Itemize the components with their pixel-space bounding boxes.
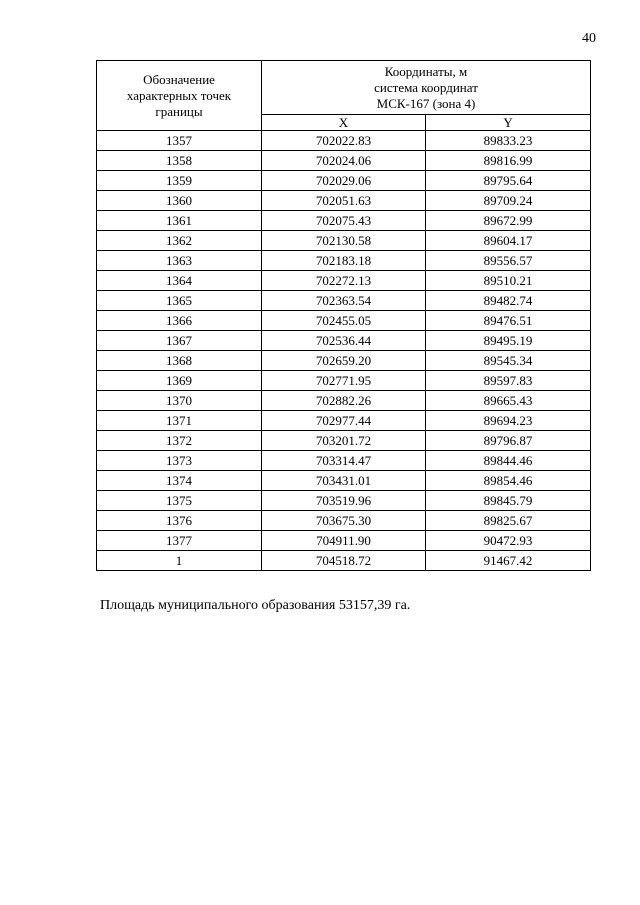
y-coordinate-cell: 89796.87 [426,431,591,451]
y-coordinate-cell: 89604.17 [426,231,591,251]
point-id-cell: 1375 [97,491,262,511]
y-coordinate-cell: 89495.19 [426,331,591,351]
area-note: Площадь муниципального образования 53157,39 га. [100,598,411,613]
page-number: 40 [582,31,596,46]
table-row [97,531,591,551]
coords-header-line: система координат [374,79,478,95]
coordinates-table [96,60,591,571]
coordinates-column-header [262,61,591,115]
table-row [97,151,591,171]
y-coordinate-cell: 89694.23 [426,411,591,431]
table-row [97,311,591,331]
point-id-cell: 1367 [97,331,262,351]
y-coordinate-cell: 89816.99 [426,151,591,171]
x-coordinate-cell: 702183.18 [262,251,426,271]
y-coordinate-cell: 89844.46 [426,451,591,471]
table-row [97,391,591,411]
x-coordinate-cell: 704911.90 [262,531,426,551]
y-coordinate-cell: 89597.83 [426,371,591,391]
x-column-header: X [262,115,426,131]
point-id-cell: 1357 [97,131,262,151]
y-coordinate-cell: 89665.43 [426,391,591,411]
point-id-cell: 1361 [97,211,262,231]
x-coordinate-cell: 702536.44 [262,331,426,351]
point-id-cell: 1373 [97,451,262,471]
table-row [97,411,591,431]
point-id-cell: 1366 [97,311,262,331]
x-coordinate-cell: 703675.30 [262,511,426,531]
x-coordinate-cell: 702029.06 [262,171,426,191]
y-coordinate-cell: 89854.46 [426,471,591,491]
x-coordinate-cell: 702771.95 [262,371,426,391]
y-coordinate-cell: 89482.74 [426,291,591,311]
x-coordinate-cell: 702075.43 [262,211,426,231]
x-coordinate-cell: 702051.63 [262,191,426,211]
table-row [97,251,591,271]
points-header-line: Обозначение [143,71,215,87]
point-id-cell: 1360 [97,191,262,211]
table-row [97,211,591,231]
y-coordinate-cell: 89556.57 [426,251,591,271]
table-row [97,191,591,211]
x-coordinate-cell: 702272.13 [262,271,426,291]
table-row [97,511,591,531]
table-row [97,131,591,151]
x-coordinate-cell: 702130.58 [262,231,426,251]
point-id-cell: 1359 [97,171,262,191]
table-row [97,171,591,191]
x-coordinate-cell: 704518.72 [262,551,426,571]
point-id-cell: 1362 [97,231,262,251]
point-id-cell: 1365 [97,291,262,311]
point-id-cell: 1 [97,551,262,571]
point-id-cell: 1358 [97,151,262,171]
x-coordinate-cell: 702977.44 [262,411,426,431]
x-coordinate-cell: 703519.96 [262,491,426,511]
y-coordinate-cell: 89709.24 [426,191,591,211]
table-row [97,551,591,571]
y-coordinate-cell: 89795.64 [426,171,591,191]
x-coordinate-cell: 702659.20 [262,351,426,371]
x-coordinate-cell: 703314.47 [262,451,426,471]
x-coordinate-cell: 703431.01 [262,471,426,491]
point-id-cell: 1376 [97,511,262,531]
y-coordinate-cell: 89510.21 [426,271,591,291]
table-row [97,491,591,511]
points-column-header [97,61,262,131]
y-coordinate-cell: 89476.51 [426,311,591,331]
x-coordinate-cell: 702882.26 [262,391,426,411]
table-body [97,131,591,571]
points-header-line: характерных точек [126,87,232,103]
y-coordinate-cell: 89833.23 [426,131,591,151]
x-coordinate-cell: 703201.72 [262,431,426,451]
table-row [97,471,591,491]
point-id-cell: 1374 [97,471,262,491]
y-coordinate-cell: 90472.93 [426,531,591,551]
x-coordinate-cell: 702024.06 [262,151,426,171]
point-id-cell: 1363 [97,251,262,271]
point-id-cell: 1377 [97,531,262,551]
table-row [97,231,591,251]
y-coordinate-cell: 91467.42 [426,551,591,571]
y-coordinate-cell: 89845.79 [426,491,591,511]
table-header [97,61,591,131]
point-id-cell: 1368 [97,351,262,371]
y-coordinate-cell: 89545.34 [426,351,591,371]
coords-header-line: Координаты, м [384,63,468,79]
point-id-cell: 1364 [97,271,262,291]
y-coordinate-cell: 89672.99 [426,211,591,231]
points-header-line: границы [155,103,203,119]
x-coordinate-cell: 702363.54 [262,291,426,311]
point-id-cell: 1371 [97,411,262,431]
point-id-cell: 1372 [97,431,262,451]
x-coordinate-cell: 702455.05 [262,311,426,331]
table-row [97,431,591,451]
table-row [97,451,591,471]
table-row [97,271,591,291]
coords-header-line: МСК-167 (зона 4) [376,95,476,111]
table-row [97,351,591,371]
table-row [97,371,591,391]
point-id-cell: 1369 [97,371,262,391]
y-column-header: Y [426,115,591,131]
table-row [97,291,591,311]
point-id-cell: 1370 [97,391,262,411]
y-coordinate-cell: 89825.67 [426,511,591,531]
x-coordinate-cell: 702022.83 [262,131,426,151]
table-row [97,331,591,351]
